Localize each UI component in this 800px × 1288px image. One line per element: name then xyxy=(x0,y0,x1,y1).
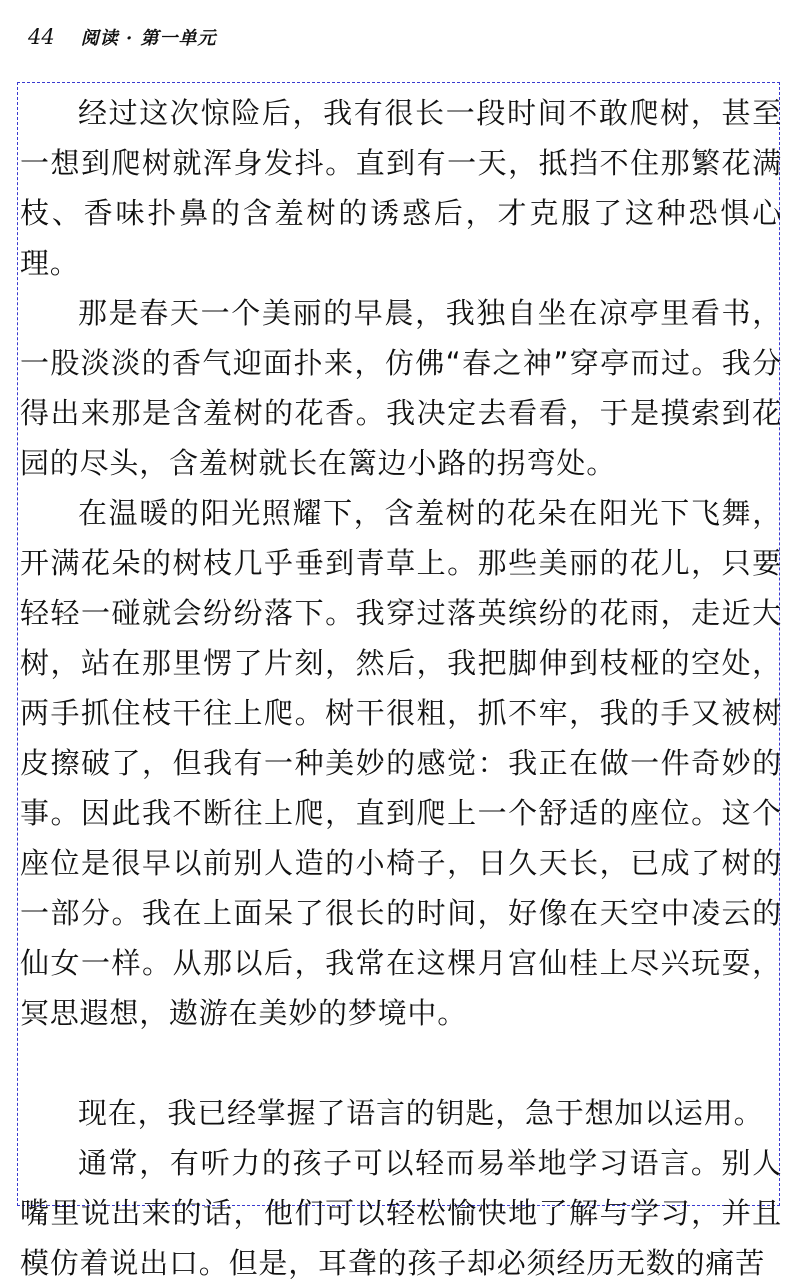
paragraph-1: 经过这次惊险后，我有很长一段时间不敢爬树，甚至一想到爬树就浑身发抖。直到有一天，抵挡不住那繁花满枝、香味扑鼻的含羞树的诱惑后，才克服了这种恐惧心理。 xyxy=(20,96,782,280)
paragraph-2: 那是春天一个美丽的早晨，我独自坐在凉亭里看书，一股淡淡的香气迎面扑来，仿佛“春之神”穿亭而过。我分得出来那是含羞树的花香。我决定去看看，于是摸索到花园的尽头，含羞树就长在篱边小路的拐弯处。 xyxy=(20,296,782,480)
body-text xyxy=(20,88,782,1288)
section-gap xyxy=(20,1038,782,1088)
paragraph-3: 在温暖的阳光照耀下，含羞树的花朵在阳光下飞舞，开满花朵的树枝几乎垂到青草上。那些美丽的花儿，只要轻轻一碰就会纷纷落下。我穿过落英缤纷的花雨，走近大树，站在那里愣了片刻，然后，我把脚伸到枝桠的空处，两手抓住枝干往上爬。树干很粗，抓不牢，我的手又被树皮擦破了，但我有一种美妙的感觉：我正在做一件奇妙的事。因此我不断往上爬，直到爬上一个舒适的座位。这个座位是很早以前别人造的小椅子，日久天长，已成了树的一部分。我在上面呆了很长的时间，好像在天空中凌云的仙女一样。从那以后，我常在这棵月宫仙桂上尽兴玩耍，冥思遐想，遨游在美妙的梦境中。 xyxy=(20,496,782,1030)
page-header xyxy=(28,22,217,52)
page-number: 44 xyxy=(28,25,55,49)
paragraph-5: 通常，有听力的孩子可以轻而易举地学习语言。别人嘴里说出来的话，他们可以轻松愉快地了解与学习，并且模仿着说出口。但是，耳聋的孩子却必须经历无数的痛苦 xyxy=(20,1146,782,1280)
running-head: 阅读 · 第一单元 xyxy=(80,28,217,49)
paragraph-4: 现在，我已经掌握了语言的钥匙，急于想加以运用。 xyxy=(78,1096,764,1130)
